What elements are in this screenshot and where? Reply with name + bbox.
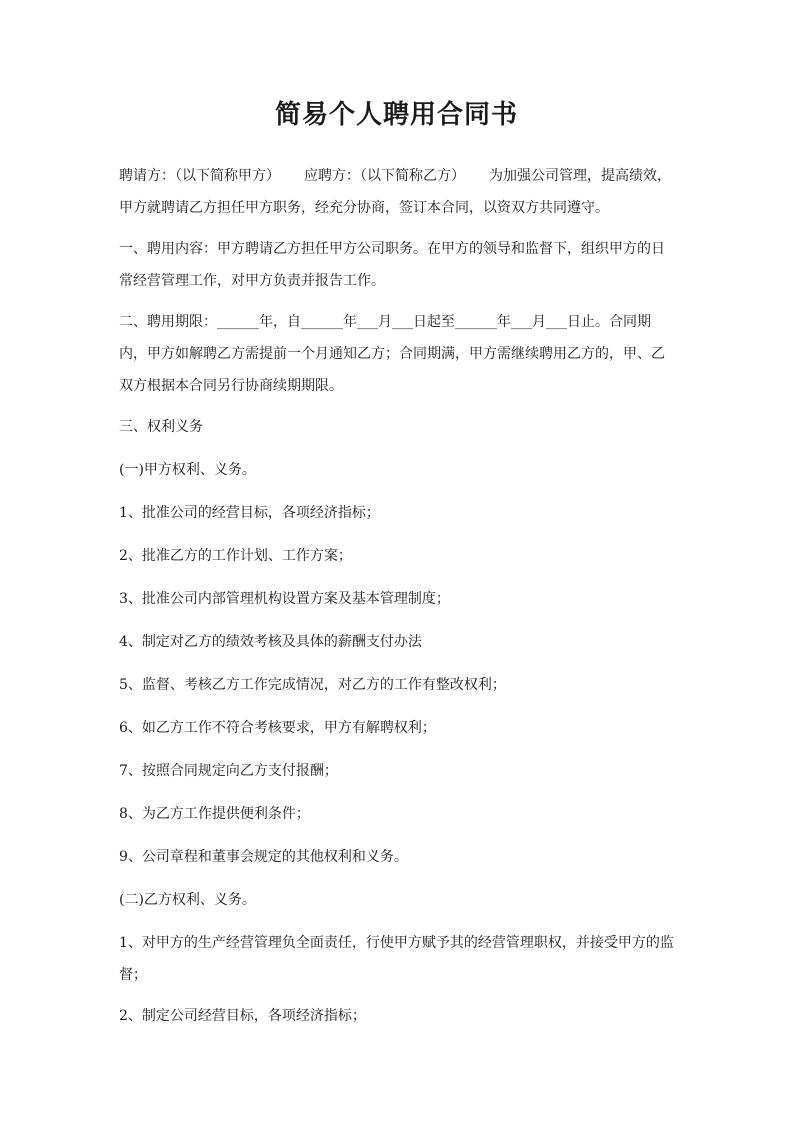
subsection-party-a-heading: (一)甲方权利、义务。: [119, 462, 256, 478]
list-item: 6、如乙方工作不符合考核要求，甲方有解聘权利；: [119, 720, 436, 736]
list-item: 8、为乙方工作提供便利条件；: [119, 806, 310, 822]
list-item: 1、对甲方的生产经营管理负全面责任，行使甲方赋予其的经营管理职权，并接受甲方的监督；: [119, 935, 674, 983]
list-item: 7、按照合同规定向乙方支付报酬；: [119, 763, 338, 779]
section-employment-term: 二、聘用期限：______年，自______年___月___日起至______年___月___日止。合同期内，甲方如解聘乙方需提前一个月通知乙方；合同期满，甲方需继续聘用乙方的，甲、乙双方根据本合同另行协商续期期限。: [119, 314, 665, 394]
subsection-party-b-heading: (二)乙方权利、义务。: [119, 892, 256, 908]
employer-label: 聘请方：（以下简称甲方）: [119, 168, 280, 184]
employee-label: 应聘方：（以下简称乙方）: [304, 168, 465, 184]
list-item: 1、批准公司的经营目标，各项经济指标；: [119, 505, 380, 521]
list-item: 5、监督、考核乙方工作完成情况，对乙方的工作有整改权利；: [119, 677, 506, 693]
document-body: [119, 160, 677, 1043]
list-item: 2、批准乙方的工作计划、工作方案；: [119, 548, 352, 564]
list-item: 2、制定公司经营目标，各项经济指标；: [119, 1008, 366, 1024]
list-item: 9、公司章程和董事会规定的其他权利和义务。: [119, 849, 408, 865]
purpose-text: 为加强公司管理，提高绩效，甲方就聘请乙方担任甲方职务，经充分协商，签订本合同，以资双方共同遵守。: [119, 168, 671, 216]
list-item: 4、制定对乙方的绩效考核及具体的薪酬支付办法: [119, 634, 422, 650]
list-item: 3、批准公司内部管理机构设置方案及基本管理制度；: [119, 591, 450, 607]
section-rights-obligations-heading: 三、权利义务: [119, 419, 203, 435]
section-employment-content: 一、聘用内容：甲方聘请乙方担任甲方公司职务。在甲方的领导和监督下，组织甲方的日常经营管理工作，对甲方负责并报告工作。: [119, 241, 665, 289]
intro-paragraph: [119, 160, 677, 224]
document-title: 简易个人聘用合同书: [274, 100, 518, 130]
